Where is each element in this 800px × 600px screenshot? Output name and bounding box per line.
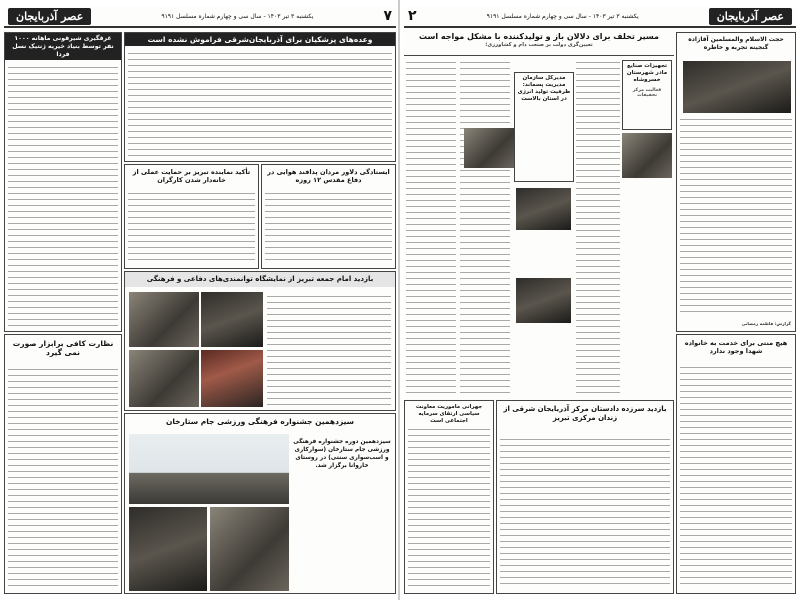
page-number: ۲ — [408, 8, 417, 24]
lead-article[interactable] — [404, 32, 674, 56]
article-title: ایستادگی دلاور مردان پدافند هوایی در دفاع مقدس ۱۲ روزه — [267, 168, 390, 185]
date-line: یکشنبه ۳ تیر ۱۴۰۳ - سال سی و چهارم شماره مسلسل ۹۱۹۱ — [161, 12, 314, 20]
exhibition-photo-1 — [129, 292, 199, 347]
newspaper-page-right — [404, 6, 796, 594]
lead-subhead: تعیین‌گری دولت بر صنعت دام و کشاورزی؛ — [485, 42, 593, 48]
date-line: یکشنبه ۳ تیر ۱۴۰۳ - سال سی و چهارم شماره مسلسل ۹۱۹۱ — [486, 12, 639, 20]
article-title: تأکید نماینده تبریز بر حمایت عملی از خانه‌دار شدن کارگران — [132, 168, 251, 185]
exhibition-article[interactable] — [124, 271, 396, 411]
article-title: نظارت کافی برابزار صورت نمی گیرد — [12, 339, 114, 358]
interview-box[interactable] — [514, 72, 574, 182]
exhibition-photo-3 — [129, 350, 199, 407]
article-title: بازدید امام جمعه تبریز از نمایشگاه توانمندی‌های دفاعی و فرهنگی — [125, 272, 395, 287]
main-headline: وعده‌های پزشکیان برای آذربایجان‌شرقی فراموش نشده است — [125, 33, 395, 46]
masthead-logo: عصر آذربایجان — [8, 8, 91, 25]
lead-article-body — [404, 58, 674, 398]
exhibition-photo-2 — [201, 292, 263, 347]
festival-photo-3 — [210, 507, 289, 591]
official-photo-2 — [516, 188, 571, 230]
opinion-article[interactable] — [4, 334, 122, 594]
cleric-photo — [683, 61, 791, 113]
officials-title: تجهیزات صنایع مادر شهرستان خسروشاه — [626, 63, 668, 83]
page-number: ۷ — [383, 8, 392, 24]
festival-photo-1 — [129, 434, 289, 504]
article-title: حجت الاسلام والمسلمین آقازاده گنجینه تجربه و خاطره — [688, 36, 784, 51]
air-defense-article[interactable] — [261, 164, 396, 269]
author-credit: گزارش: فاطمه رمضانی — [741, 321, 791, 327]
workers-housing-article[interactable] — [124, 164, 259, 269]
festival-article[interactable] — [124, 413, 396, 594]
festival-caption: سیزدهمین دوره جشنواره فرهنگی ورزشی جام ستارخان (سوارکاری و اسب‌سواری سنتی) در روستای خاروانا برگزار شد. — [293, 439, 391, 469]
officials-note: فعالیت مرکز تحقیقات — [632, 87, 662, 99]
officials-box[interactable] — [622, 60, 672, 130]
official-photo-4 — [516, 278, 571, 323]
official-photo-1 — [464, 128, 514, 168]
sidebar-article[interactable] — [676, 32, 796, 332]
article-title: هیچ منتی برای خدمت به خانواده شهدا وجود ندارد — [684, 339, 788, 356]
festival-photo-2 — [129, 507, 207, 591]
political-deputy-article[interactable] — [404, 400, 494, 594]
top-news-article[interactable] — [4, 32, 122, 332]
article-title: غرقگیری شیرقونی ماهانه ۱۰۰۰ نفر توسط بنیاد خیریه ژنتیک نسل فردا — [5, 33, 121, 60]
lead-headline: مسیر تخلف برای دلالان باز و تولیدکننده با مشکل مواجه است — [419, 32, 659, 41]
masthead-logo: عصر آذربایجان — [709, 8, 792, 25]
martyrs-article[interactable] — [676, 334, 796, 594]
main-headline-article[interactable] — [124, 32, 396, 162]
official-photo-3 — [622, 133, 672, 178]
article-title: سیزدهمین جشنواره فرهنگی ورزشی جام ستارخان — [165, 417, 355, 426]
page-header — [4, 6, 396, 28]
article-title: بازدید سرزده دادستان مرکز آذربایجان شرقی از زندان مرکزی تبریز — [503, 405, 667, 422]
newspaper-page-left — [4, 6, 396, 594]
article-title: جهرانی ماموریت معاونت سیاسی ارتقای سرمایه اجتماعی است — [415, 404, 483, 424]
interview-title: مدیرکل سازمان مدیریت پسماند: ظرفیت تولید انرژی در استان بالاست — [517, 75, 571, 102]
page-fold — [398, 0, 400, 600]
page-header — [404, 6, 796, 28]
exhibition-photo-4 — [201, 350, 263, 407]
prison-visit-article[interactable] — [496, 400, 674, 594]
